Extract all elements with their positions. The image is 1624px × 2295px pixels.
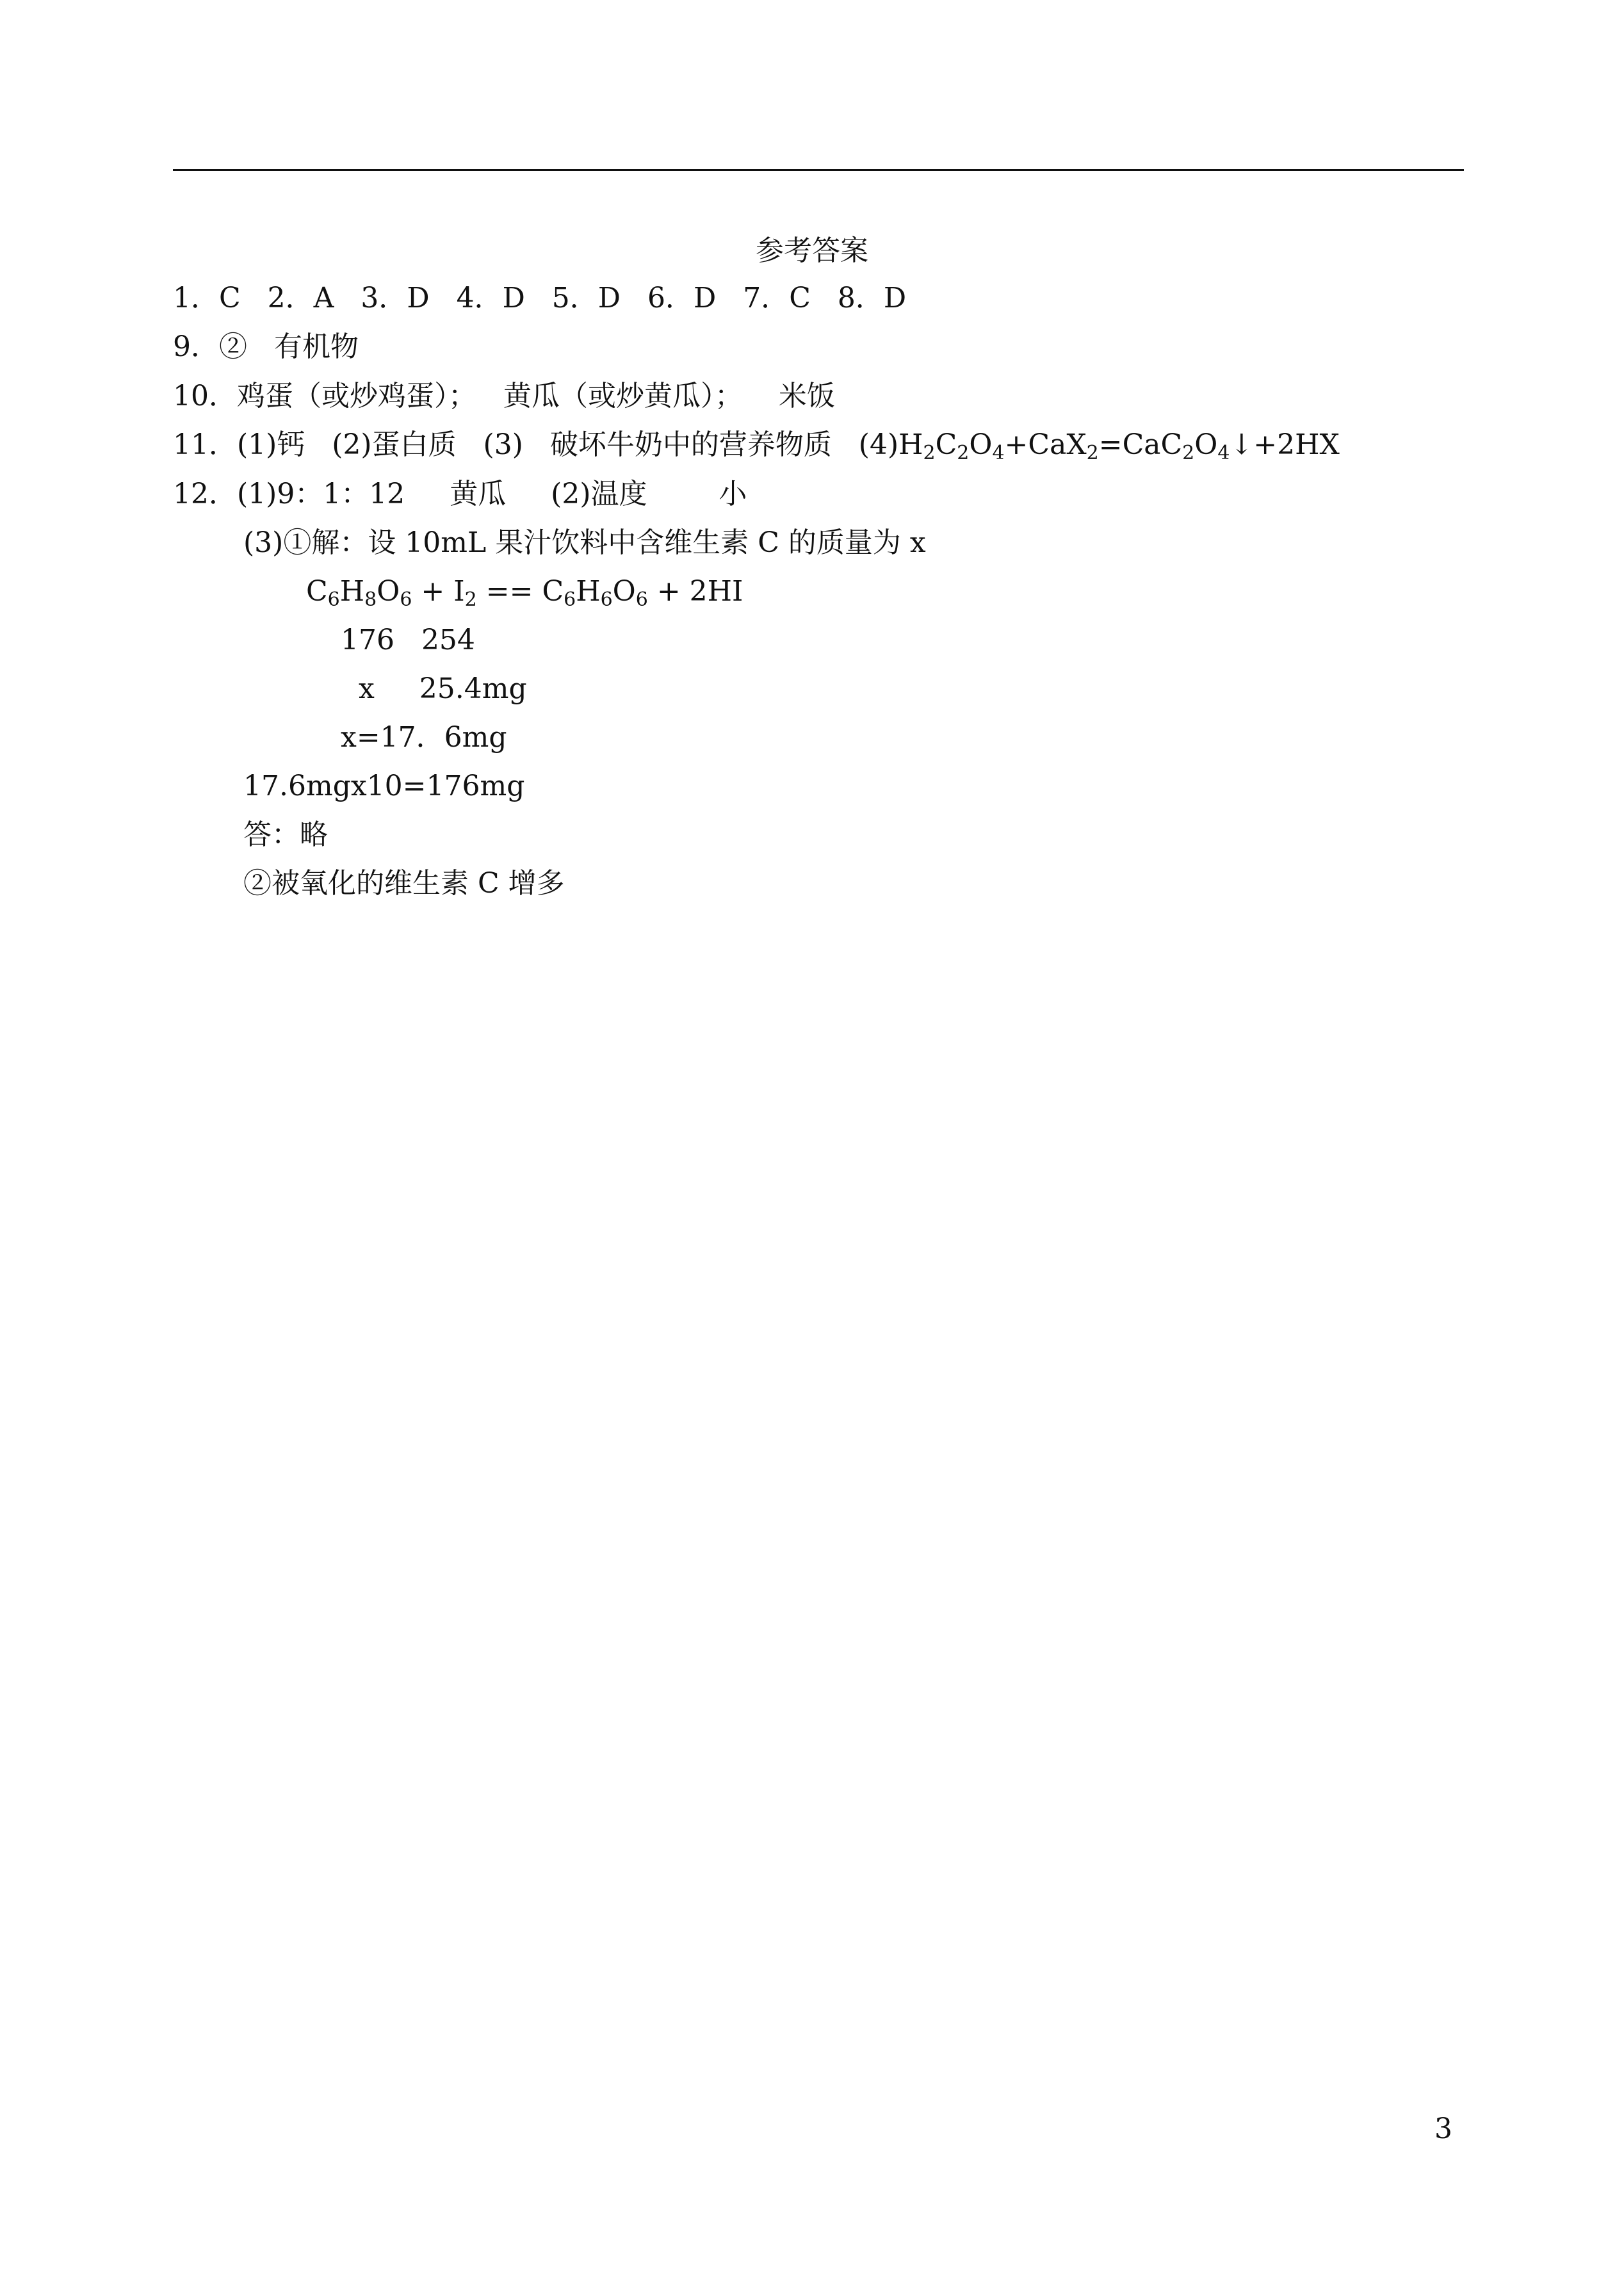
unknown-mass-row: x 25.4mg [359, 672, 527, 705]
formula-part: C [935, 428, 957, 461]
molar-mass-row: 176 254 [341, 624, 475, 656]
formula-part: +CaX [1004, 428, 1087, 461]
formula-part: == C [476, 575, 564, 608]
result-row: x=17．6mg [341, 721, 507, 754]
formula-part: O [612, 575, 636, 608]
total-calculation: 17.6mgx10=176mg [243, 770, 525, 802]
formula-part: ↓+2HX [1230, 428, 1340, 461]
answer-12: 12．(1)9：1：12 黄瓜 (2)温度 小 [173, 478, 747, 510]
answer-12-part-3-2: ②被氧化的维生素 C 增多 [243, 867, 565, 900]
formula-part: O [1194, 428, 1218, 461]
page-title: 参考答案 [756, 234, 868, 267]
chemical-equation [306, 572, 743, 611]
formula-subscript: 2 [957, 442, 970, 464]
formula-subscript: 6 [400, 588, 412, 611]
formula-subscript: 2 [1086, 442, 1099, 464]
formula-part: H [898, 428, 923, 461]
answer-10: 10．鸡蛋（或炒鸡蛋）； 黄瓜（或炒黄瓜）； 米饭 [173, 380, 835, 412]
answers-1-to-8: 1．C 2．A 3．D 4．D 5．D 6．D 7．C 8．D [173, 282, 907, 314]
formula-subscript: 2 [1182, 442, 1195, 464]
formula-subscript: 2 [923, 442, 936, 464]
formula-part: + I [412, 575, 465, 608]
answer-11 [173, 426, 1340, 464]
formula-subscript: 6 [564, 588, 576, 611]
answer-omitted: 答：略 [243, 818, 328, 851]
formula-subscript: 4 [992, 442, 1005, 464]
formula-subscript: 6 [327, 588, 340, 611]
formula-part: H [339, 575, 365, 608]
header-rule [173, 169, 1464, 171]
formula-part: H [576, 575, 601, 608]
formula-subscript: 6 [635, 588, 648, 611]
formula-subscript: 2 [464, 588, 477, 611]
formula-part: C [306, 575, 328, 608]
formula-part: =CaC [1098, 428, 1183, 461]
formula-subscript: 6 [600, 588, 613, 611]
answer-11-text: 11．(1)钙 (2)蛋白质 (3) 破坏牛奶中的营养物质 (4) [173, 428, 899, 461]
formula-part: + 2HI [647, 575, 743, 608]
page-number: 3 [1434, 2113, 1452, 2145]
formula-part: O [969, 428, 993, 461]
formula-part: O [377, 575, 400, 608]
formula-subscript: 4 [1217, 442, 1230, 464]
formula-subscript: 8 [364, 588, 377, 611]
answer-12-part-3: (3)①解：设 10mL 果汁饮料中含维生素 C 的质量为 x [243, 526, 926, 559]
answer-9: 9．② 有机物 [173, 330, 359, 363]
